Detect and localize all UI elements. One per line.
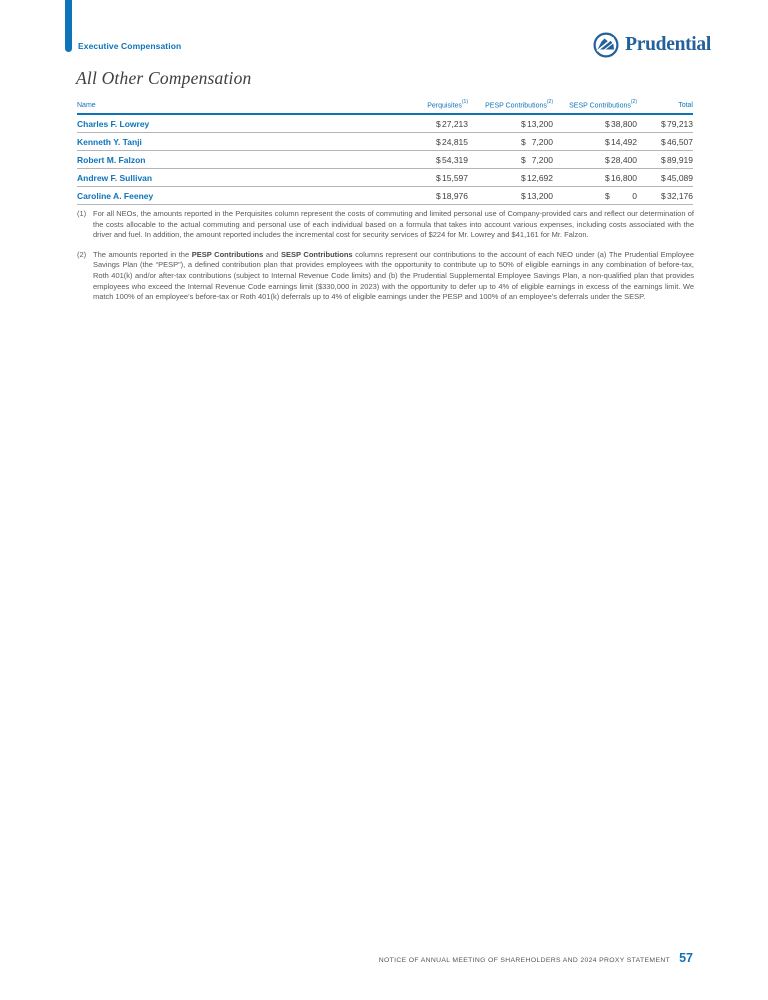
currency-symbol: $: [661, 172, 666, 183]
neo-name: Caroline A. Feeney: [77, 187, 376, 205]
footnotes-section: [77, 209, 694, 312]
currency-symbol: $: [605, 190, 610, 201]
col-label: SESP Contributions: [569, 102, 631, 110]
currency-symbol: $: [661, 118, 666, 129]
total-cell: [637, 151, 693, 169]
total-cell: [637, 169, 693, 187]
prudential-logo: [593, 32, 711, 58]
col-header-total: [637, 100, 693, 114]
footnote-bold-term: PESP Contributions: [191, 249, 264, 259]
neo-name: Andrew F. Sullivan: [77, 169, 376, 187]
col-header-pesp: [468, 100, 553, 114]
currency-symbol: $: [436, 154, 441, 165]
page-title: All Other Compensation: [76, 68, 252, 88]
footnote-text: [93, 250, 694, 303]
total-value: 32,176: [667, 190, 693, 201]
total-cell: [637, 114, 693, 133]
currency-symbol: $: [661, 136, 666, 147]
table-row: [77, 187, 693, 205]
currency-symbol: $: [605, 118, 610, 129]
sesp-cell: [553, 151, 637, 169]
perquisites-value: 18,976: [442, 190, 468, 201]
currency-symbol: $: [521, 154, 526, 165]
col-header-name: [77, 100, 376, 114]
all-other-compensation-table: [77, 100, 693, 205]
total-cell: [637, 133, 693, 151]
total-value: 46,507: [667, 136, 693, 147]
footnote-bold-term: SESP Contributions: [280, 249, 353, 259]
prudential-rock-icon: [593, 32, 619, 58]
currency-symbol: $: [436, 172, 441, 183]
table-header-row: [77, 100, 693, 114]
footnote-marker: (2): [77, 249, 87, 259]
pesp-cell: [468, 151, 553, 169]
col-label: PESP Contributions: [485, 102, 547, 110]
col-label: Name: [77, 102, 96, 110]
total-value: 89,919: [667, 154, 693, 165]
col-header-sesp: [553, 100, 637, 114]
col-label: Perquisites: [427, 102, 462, 110]
pesp-value: 13,200: [527, 118, 553, 129]
pesp-value: 7,200: [531, 154, 553, 165]
section-accent-bar: [65, 0, 72, 52]
footnote-ref: (2): [546, 99, 553, 105]
perquisites-value: 24,815: [442, 136, 468, 147]
neo-name: Charles F. Lowrey: [77, 114, 376, 133]
table-row: [77, 169, 693, 187]
sesp-cell: [553, 133, 637, 151]
sesp-value: 16,800: [611, 172, 637, 183]
sesp-value: 14,492: [611, 136, 637, 147]
perquisites-cell: [376, 133, 468, 151]
table-row: [77, 114, 693, 133]
col-label: Total: [678, 102, 693, 110]
perquisites-cell: [376, 151, 468, 169]
currency-symbol: $: [661, 190, 666, 201]
perquisites-cell: [376, 187, 468, 205]
footnote-text-part: and: [263, 249, 281, 259]
perquisites-value: 54,319: [442, 154, 468, 165]
total-value: 45,089: [667, 172, 693, 183]
perquisites-value: 15,597: [442, 172, 468, 183]
currency-symbol: $: [605, 136, 610, 147]
pesp-cell: [468, 114, 553, 133]
pesp-cell: [468, 169, 553, 187]
total-value: 79,213: [667, 118, 693, 129]
sesp-value: 0: [632, 190, 637, 201]
table-row: [77, 133, 693, 151]
pesp-value: 13,200: [527, 190, 553, 201]
footer-title: NOTICE OF ANNUAL MEETING OF SHAREHOLDERS AND 2024 PROXY STATEMENT: [378, 957, 671, 964]
footnote-2: [77, 250, 694, 303]
table-row: [77, 151, 693, 169]
logo-wordmark: Prudential: [625, 34, 711, 55]
footnote-ref: (2): [630, 99, 637, 105]
neo-name: Robert M. Falzon: [77, 151, 376, 169]
sesp-cell: [553, 169, 637, 187]
pesp-cell: [468, 187, 553, 205]
page-footer: [379, 951, 693, 965]
currency-symbol: $: [436, 118, 441, 129]
pesp-value: 12,692: [527, 172, 553, 183]
footnote-text-part: columns represent our contributions to the account of each NEO under (a) The Prudential Employee Savings Plan (the “PESP”), a defined contribution plan that provides employees with the opportunity to contribute up to 50% of eligible earnings in any combination of before-tax, Roth 401(k) and/or after-tax contributions (subject to Internal Revenue Code limits) and (b) the Prudential Supplemental Employee Savings Plan, a non-qualified plan that provides employees who exceed the Internal Revenue Code earnings limit ($330,000 in 2023) with the opportunity to defer up to 4% of eligible earnings in excess of the earnings limit. We match 100% of an employee’s before-tax or Roth 401(k) deferrals up to 4% of eligible earnings under the PESP and 100% of an employee’s deferrals under the SESP.: [93, 249, 695, 302]
neo-name: Kenneth Y. Tanji: [77, 133, 376, 151]
section-eyebrow: Executive Compensation: [78, 41, 182, 51]
perquisites-value: 27,213: [442, 118, 468, 129]
currency-symbol: $: [521, 136, 526, 147]
footnote-text-part: The amounts reported in the: [93, 249, 192, 259]
currency-symbol: $: [605, 172, 610, 183]
currency-symbol: $: [436, 190, 441, 201]
total-cell: [637, 187, 693, 205]
pesp-cell: [468, 133, 553, 151]
sesp-cell: [553, 187, 637, 205]
currency-symbol: $: [521, 190, 526, 201]
perquisites-cell: [376, 114, 468, 133]
currency-symbol: $: [605, 154, 610, 165]
footnote-ref: (1): [461, 99, 468, 105]
pesp-value: 7,200: [531, 136, 553, 147]
perquisites-cell: [376, 169, 468, 187]
currency-symbol: $: [521, 118, 526, 129]
currency-symbol: $: [521, 172, 526, 183]
sesp-value: 38,800: [611, 118, 637, 129]
currency-symbol: $: [436, 136, 441, 147]
page-number: 57: [679, 951, 693, 965]
sesp-value: 28,400: [611, 154, 637, 165]
footnote-marker: (1): [77, 209, 87, 218]
sesp-cell: [553, 114, 637, 133]
col-header-perquisites: [376, 100, 468, 114]
footnote-1: [77, 209, 694, 241]
footnote-text: For all NEOs, the amounts reported in the Perquisites column represent the costs of commuting and limited personal use of Company-provided cars and reflect our determination of the costs allocable to the actual commuting and personal use of each individual based on a formula that takes into account various expenses, including costs associated with the driver and fuel. In addition, the amount reported includes the incremental cost for security services of $224 for Mr. Lowrey and $41,161 for Mr. Falzon.: [93, 209, 694, 240]
currency-symbol: $: [661, 154, 666, 165]
